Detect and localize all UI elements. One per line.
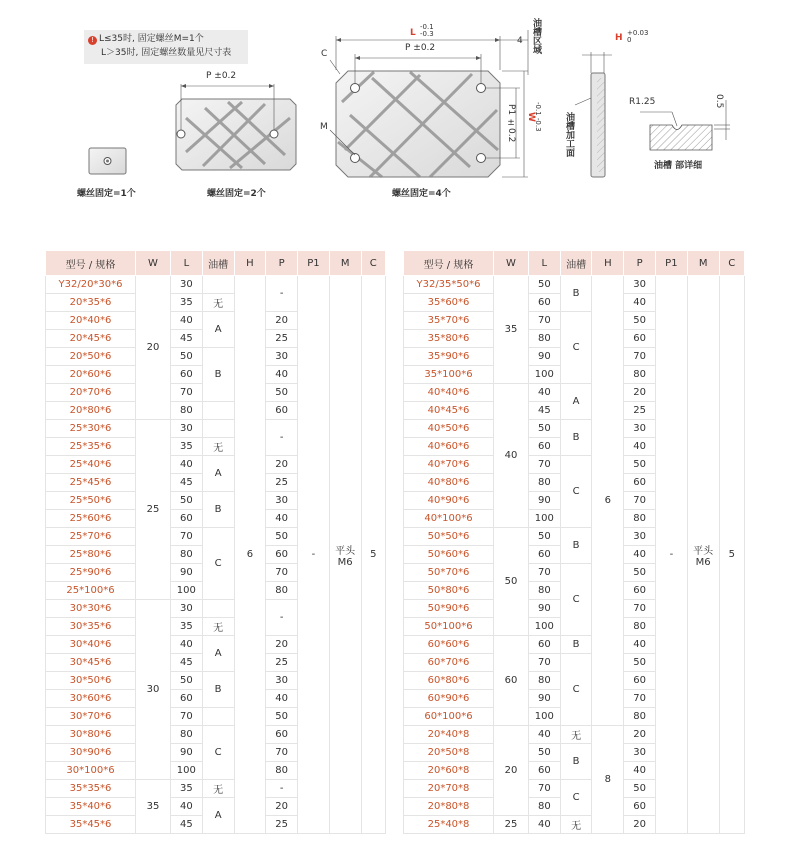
- l-cell: 45: [170, 474, 202, 492]
- header-row: [46, 251, 386, 276]
- model-cell: 50*100*6: [404, 618, 494, 636]
- model-cell: 20*45*6: [46, 330, 136, 348]
- p-cell: 40: [624, 546, 656, 564]
- p-cell: 50: [266, 528, 298, 546]
- oil-face-label: 油槽加工面: [564, 112, 574, 157]
- p-dimension-label-4: P ±0.2: [405, 43, 436, 53]
- l-cell: 60: [528, 546, 560, 564]
- groove-cell: B: [202, 348, 234, 402]
- groove-cell: A: [202, 456, 234, 492]
- caption-four-screws: 螺丝固定=4个: [392, 189, 451, 199]
- p-cell: 40: [266, 690, 298, 708]
- p-cell: 50: [624, 312, 656, 330]
- l-cell: 90: [528, 600, 560, 618]
- model-cell: Y32/35*50*6: [404, 276, 494, 294]
- l-cell: 80: [170, 546, 202, 564]
- p-cell: 30: [624, 276, 656, 294]
- w-cell: 50: [494, 528, 529, 636]
- p-cell: 30: [624, 744, 656, 762]
- m-cell: 平头 M6: [687, 276, 719, 834]
- p-cell: 30: [266, 672, 298, 690]
- l-cell: 70: [528, 456, 560, 474]
- l-cell: 40: [528, 726, 560, 744]
- p-cell: 80: [624, 708, 656, 726]
- model-cell: 60*80*6: [404, 672, 494, 690]
- model-cell: 35*45*6: [46, 816, 136, 834]
- model-cell: 40*90*6: [404, 492, 494, 510]
- model-cell: 20*35*6: [46, 294, 136, 312]
- p-cell: 80: [624, 510, 656, 528]
- w-cell: 25: [136, 420, 171, 600]
- l-cell: 40: [170, 636, 202, 654]
- p-cell: 50: [624, 654, 656, 672]
- groove-cell: A: [202, 636, 234, 672]
- column-header: P: [624, 251, 656, 276]
- column-header: M: [687, 251, 719, 276]
- h-tolerance: +0.03 0: [627, 29, 649, 44]
- l-cell: 90: [170, 744, 202, 762]
- groove-cell: [202, 402, 234, 420]
- p-cell: 25: [624, 402, 656, 420]
- model-cell: 35*35*6: [46, 780, 136, 798]
- p-cell: -: [266, 276, 298, 312]
- m-label: M: [320, 122, 328, 132]
- l-cell: 70: [170, 528, 202, 546]
- model-cell: 30*50*6: [46, 672, 136, 690]
- model-cell: 35*100*6: [404, 366, 494, 384]
- model-cell: 60*70*6: [404, 654, 494, 672]
- l-cell: 50: [528, 420, 560, 438]
- l-symbol: L: [410, 28, 416, 38]
- four-mm-label: 4: [517, 36, 523, 46]
- l-cell: 80: [528, 672, 560, 690]
- l-cell: 50: [170, 348, 202, 366]
- model-cell: 30*30*6: [46, 600, 136, 618]
- p-cell: 25: [266, 816, 298, 834]
- note-line-2: L＞35时, 固定螺丝数量见尺寸表: [101, 48, 232, 58]
- l-cell: 80: [170, 402, 202, 420]
- model-cell: 20*70*8: [404, 780, 494, 798]
- l-cell: 80: [528, 330, 560, 348]
- model-cell: Y32/20*30*6: [46, 276, 136, 294]
- l-cell: 100: [528, 510, 560, 528]
- model-cell: 50*80*6: [404, 582, 494, 600]
- p-dimension-label-2: P ±0.2: [206, 71, 237, 81]
- p-cell: 40: [624, 438, 656, 456]
- groove-cell: 无: [560, 816, 592, 834]
- model-cell: 30*100*6: [46, 762, 136, 780]
- l-cell: 100: [528, 708, 560, 726]
- w-cell: 60: [494, 636, 529, 726]
- spec-table-left: [45, 250, 386, 834]
- l-cell: 60: [170, 690, 202, 708]
- l-cell: 50: [528, 744, 560, 762]
- p-cell: 50: [624, 564, 656, 582]
- p-cell: 40: [624, 294, 656, 312]
- c-cell: 5: [361, 276, 385, 834]
- p-cell: 30: [624, 528, 656, 546]
- groove-cell: B: [560, 744, 592, 780]
- w-tolerance: -0.1 -0.3: [534, 102, 542, 132]
- column-header: P1: [656, 251, 688, 276]
- l-cell: 80: [528, 474, 560, 492]
- groove-cell: C: [560, 654, 592, 726]
- model-cell: 25*30*6: [46, 420, 136, 438]
- model-cell: 25*40*6: [46, 456, 136, 474]
- p-cell: 70: [266, 744, 298, 762]
- p-cell: 80: [266, 762, 298, 780]
- l-cell: 45: [170, 330, 202, 348]
- p-cell: 30: [266, 348, 298, 366]
- l-cell: 60: [170, 366, 202, 384]
- model-cell: 40*60*6: [404, 438, 494, 456]
- w-cell: 30: [136, 600, 171, 780]
- model-cell: 25*90*6: [46, 564, 136, 582]
- radius-label: R1.25: [629, 97, 656, 107]
- p-cell: 80: [624, 618, 656, 636]
- model-cell: 20*40*8: [404, 726, 494, 744]
- groove-cell: 无: [202, 438, 234, 456]
- table-row: [46, 276, 386, 294]
- model-cell: 20*60*8: [404, 762, 494, 780]
- model-cell: 30*90*6: [46, 744, 136, 762]
- groove-cell: B: [560, 636, 592, 654]
- l-cell: 70: [528, 780, 560, 798]
- h-label: [615, 33, 623, 43]
- model-cell: 30*40*6: [46, 636, 136, 654]
- p-cell: 25: [266, 654, 298, 672]
- l-cell: 50: [170, 672, 202, 690]
- p-cell: 50: [624, 456, 656, 474]
- l-cell: 40: [170, 312, 202, 330]
- p-cell: 70: [624, 690, 656, 708]
- l-cell: 45: [170, 654, 202, 672]
- model-cell: 30*70*6: [46, 708, 136, 726]
- l-cell: 100: [170, 582, 202, 600]
- p-cell: 50: [266, 384, 298, 402]
- groove-cell: [202, 276, 234, 294]
- spec-table-right: [403, 250, 745, 834]
- model-cell: 25*100*6: [46, 582, 136, 600]
- caption-one-screw: 螺丝固定=1个: [77, 189, 136, 199]
- l-cell: 90: [528, 348, 560, 366]
- p-cell: 20: [266, 798, 298, 816]
- p-cell: 60: [266, 726, 298, 744]
- w-cell: 40: [494, 384, 529, 528]
- groove-cell: C: [560, 780, 592, 816]
- l-cell: 50: [528, 528, 560, 546]
- p-cell: 60: [266, 402, 298, 420]
- p-cell: 30: [266, 492, 298, 510]
- p-cell: 80: [266, 582, 298, 600]
- l-dimension: [410, 28, 416, 38]
- model-cell: 50*90*6: [404, 600, 494, 618]
- column-header: 型号 / 规格: [404, 251, 494, 276]
- w-label: W: [526, 112, 536, 122]
- l-cell: 90: [528, 690, 560, 708]
- p-cell: 20: [624, 384, 656, 402]
- p1-cell: -: [656, 276, 688, 834]
- groove-cell: B: [560, 276, 592, 312]
- model-cell: 35*40*6: [46, 798, 136, 816]
- p-cell: 20: [266, 636, 298, 654]
- column-header: M: [329, 251, 361, 276]
- p-cell: 40: [266, 366, 298, 384]
- model-cell: 40*40*6: [404, 384, 494, 402]
- column-header: L: [170, 251, 202, 276]
- column-header: C: [719, 251, 744, 276]
- p-cell: 25: [266, 330, 298, 348]
- column-header: P1: [298, 251, 330, 276]
- column-header: W: [494, 251, 529, 276]
- groove-cell: A: [202, 312, 234, 348]
- l-cell: 40: [170, 456, 202, 474]
- m-cell: 平头 M6: [329, 276, 361, 834]
- l-cell: 100: [528, 618, 560, 636]
- l-cell: 100: [528, 366, 560, 384]
- l-cell: 50: [170, 492, 202, 510]
- groove-cell: C: [202, 528, 234, 600]
- p-cell: 60: [624, 330, 656, 348]
- half-mm-label: 0.5: [714, 94, 724, 109]
- p-cell: 60: [624, 582, 656, 600]
- p-cell: 70: [624, 600, 656, 618]
- l-cell: 90: [170, 564, 202, 582]
- p-cell: 60: [624, 672, 656, 690]
- groove-cell: C: [560, 312, 592, 384]
- p-cell: 60: [624, 798, 656, 816]
- model-cell: 40*70*6: [404, 456, 494, 474]
- groove-cell: C: [560, 564, 592, 636]
- groove-cell: B: [202, 672, 234, 708]
- model-cell: 25*70*6: [46, 528, 136, 546]
- oil-zone-label: 油槽区域: [531, 18, 541, 54]
- groove-cell: [202, 420, 234, 438]
- model-cell: 35*90*6: [404, 348, 494, 366]
- l-cell: 60: [528, 438, 560, 456]
- column-header: H: [592, 251, 624, 276]
- p-cell: 40: [624, 636, 656, 654]
- p-cell: 20: [266, 312, 298, 330]
- w-cell: 20: [494, 726, 529, 816]
- model-cell: 35*80*6: [404, 330, 494, 348]
- h-cell: 6: [592, 276, 624, 726]
- l-cell: 70: [528, 654, 560, 672]
- groove-cell: 无: [202, 294, 234, 312]
- plate-two-screws: [176, 84, 296, 170]
- column-header: 油槽: [560, 251, 592, 276]
- groove-cell: A: [202, 798, 234, 834]
- p-cell: 20: [624, 816, 656, 834]
- l-cell: 70: [170, 708, 202, 726]
- groove-cell: B: [560, 420, 592, 456]
- model-cell: 30*80*6: [46, 726, 136, 744]
- l-cell: 30: [170, 276, 202, 294]
- model-cell: 35*70*6: [404, 312, 494, 330]
- side-view: [575, 52, 612, 177]
- p-cell: -: [266, 420, 298, 456]
- p-cell: 50: [624, 780, 656, 798]
- p-cell: 40: [624, 762, 656, 780]
- w-cell: 20: [136, 276, 171, 420]
- groove-cell: [202, 600, 234, 618]
- model-cell: 20*80*6: [46, 402, 136, 420]
- groove-cell: 无: [560, 726, 592, 744]
- model-cell: 20*50*6: [46, 348, 136, 366]
- model-cell: 20*50*8: [404, 744, 494, 762]
- model-cell: 20*40*6: [46, 312, 136, 330]
- groove-cell: 无: [202, 780, 234, 798]
- column-header: 型号 / 规格: [46, 251, 136, 276]
- p-cell: 60: [624, 474, 656, 492]
- l-cell: 45: [170, 816, 202, 834]
- l-cell: 35: [170, 618, 202, 636]
- p1-cell: -: [298, 276, 330, 834]
- model-cell: 25*35*6: [46, 438, 136, 456]
- groove-cell: C: [202, 726, 234, 780]
- model-cell: 30*60*6: [46, 690, 136, 708]
- l-tolerance: -0.1 -0.3: [420, 23, 434, 38]
- l-cell: 70: [528, 312, 560, 330]
- p1-label: P1 ±0.2: [506, 104, 516, 143]
- l-cell: 100: [170, 762, 202, 780]
- l-cell: 35: [170, 438, 202, 456]
- l-cell: 90: [528, 492, 560, 510]
- model-cell: 25*45*6: [46, 474, 136, 492]
- l-cell: 80: [170, 726, 202, 744]
- l-cell: 30: [170, 600, 202, 618]
- model-cell: 50*70*6: [404, 564, 494, 582]
- model-cell: 60*90*6: [404, 690, 494, 708]
- note-line-1: L≤35时, 固定螺丝M=1个: [99, 34, 204, 44]
- model-cell: 40*100*6: [404, 510, 494, 528]
- model-cell: 30*45*6: [46, 654, 136, 672]
- model-cell: 20*70*6: [46, 384, 136, 402]
- column-header: W: [136, 251, 171, 276]
- header-row: [404, 251, 745, 276]
- w-cell: 35: [136, 780, 171, 834]
- groove-cell: 无: [202, 618, 234, 636]
- h-cell: 6: [234, 276, 266, 834]
- model-cell: 40*50*6: [404, 420, 494, 438]
- model-cell: 30*35*6: [46, 618, 136, 636]
- l-cell: 30: [170, 420, 202, 438]
- table-row: [404, 276, 745, 294]
- model-cell: 25*50*6: [46, 492, 136, 510]
- p-cell: 80: [624, 366, 656, 384]
- groove-cell: A: [560, 384, 592, 420]
- p-cell: 20: [624, 726, 656, 744]
- l-cell: 40: [528, 384, 560, 402]
- p-cell: 70: [266, 564, 298, 582]
- model-cell: 40*45*6: [404, 402, 494, 420]
- column-header: P: [266, 251, 298, 276]
- p-cell: -: [266, 600, 298, 636]
- model-cell: 35*60*6: [404, 294, 494, 312]
- w-cell: 35: [494, 276, 529, 384]
- l-cell: 50: [528, 276, 560, 294]
- l-cell: 80: [528, 798, 560, 816]
- model-cell: 60*100*6: [404, 708, 494, 726]
- model-cell: 20*60*6: [46, 366, 136, 384]
- h-symbol: H: [615, 33, 623, 43]
- l-cell: 45: [528, 402, 560, 420]
- h-cell: 8: [592, 726, 624, 834]
- column-header: H: [234, 251, 266, 276]
- l-cell: 60: [528, 636, 560, 654]
- model-cell: 25*40*8: [404, 816, 494, 834]
- l-cell: 60: [528, 762, 560, 780]
- groove-cell: B: [560, 528, 592, 564]
- model-cell: 60*60*6: [404, 636, 494, 654]
- l-cell: 35: [170, 780, 202, 798]
- model-cell: 50*60*6: [404, 546, 494, 564]
- l-cell: 40: [528, 816, 560, 834]
- technical-drawing: [0, 0, 790, 210]
- model-cell: 20*80*8: [404, 798, 494, 816]
- l-cell: 40: [170, 798, 202, 816]
- p-cell: 50: [266, 708, 298, 726]
- groove-cell: [202, 708, 234, 726]
- p-cell: -: [266, 780, 298, 798]
- p-cell: 40: [266, 510, 298, 528]
- caption-two-screws: 螺丝固定=2个: [207, 189, 266, 199]
- p-cell: 30: [624, 420, 656, 438]
- l-cell: 70: [170, 384, 202, 402]
- model-cell: 25*60*6: [46, 510, 136, 528]
- groove-detail-caption: 油槽 部详细: [654, 161, 703, 171]
- plate-one-screw: [89, 148, 126, 174]
- w-cell: 25: [494, 816, 529, 834]
- l-cell: 70: [528, 564, 560, 582]
- model-cell: 25*80*6: [46, 546, 136, 564]
- p-cell: 20: [266, 456, 298, 474]
- groove-cell: B: [202, 492, 234, 528]
- column-header: C: [361, 251, 385, 276]
- c-label: C: [321, 49, 328, 59]
- l-cell: 60: [528, 294, 560, 312]
- groove-cell: C: [560, 456, 592, 528]
- p-cell: 70: [624, 348, 656, 366]
- p-cell: 25: [266, 474, 298, 492]
- model-cell: 50*50*6: [404, 528, 494, 546]
- column-header: 油槽: [202, 251, 234, 276]
- p-cell: 70: [624, 492, 656, 510]
- l-cell: 80: [528, 582, 560, 600]
- model-cell: 40*80*6: [404, 474, 494, 492]
- column-header: L: [528, 251, 560, 276]
- l-cell: 60: [170, 510, 202, 528]
- l-cell: 35: [170, 294, 202, 312]
- c-cell: 5: [719, 276, 744, 834]
- p-cell: 60: [266, 546, 298, 564]
- warning-icon: !: [88, 36, 97, 45]
